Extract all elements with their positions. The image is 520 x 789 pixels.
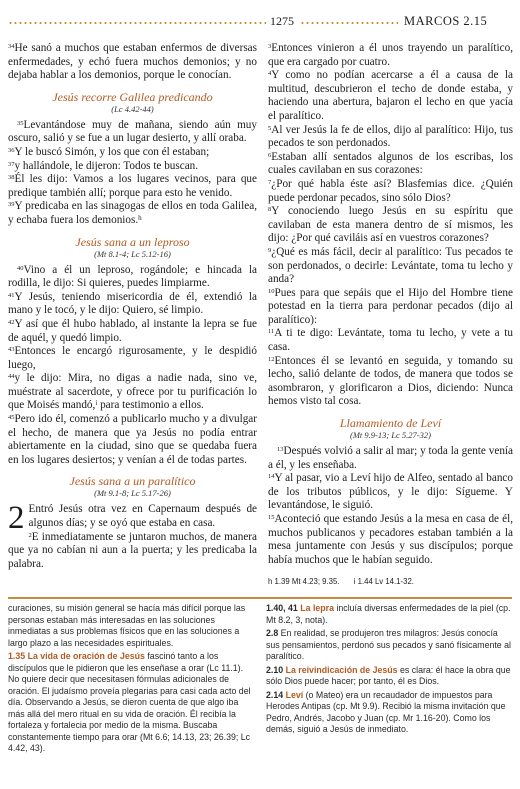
verse-2-6: $^6$Estaban allí sentados algunos de los escribas, los cuales cavilaban en sus corazones: xyxy=(268,150,513,177)
section-heading-paralitico: Jesús sana a un paralítico xyxy=(69,474,196,489)
study-note: 1.40, 41 La lepra incluía diversas enfermedades de la piel (cp. Mt 8.2, 3, nota). xyxy=(266,603,511,625)
verse-1-43: $^{43}$Entonces le encargó rigurosamente, y le despidió luego, xyxy=(8,345,257,371)
study-note: 2.14 Leví (o Mateo) era un recaudador de impuestos para Herodes Antipas (cp. Mt 9.9). Recibió la misma invitación que Pedro, Andrés, Jacobo y Juan (cp. Mr 1.16-20). Como los demás, siguió a Jesús de inmediato. xyxy=(266,689,506,734)
verse-2-15: $^{15}$Aconteció que estando Jesús a la mesa en casa de él, muchos publicanos y pecadores estaban también a la mesa juntamente con Jesús y sus discípulos; porque había muchos que le habían seguido. xyxy=(268,513,513,566)
verse-1-41: $^{41}$Y Jesús, teniendo misericordia de él, extendió la mano y le tocó, y le dijo: Quiero, sé limpio. xyxy=(8,290,257,317)
verse-2-13: $^{13}$Después volvió a salir al mar; y toda la gente venía a él, y les enseñaba. xyxy=(268,445,513,471)
verse-2-14: $^{14}$Y al pasar, vio a Leví hijo de Alfeo, sentado al banco de los tributos públicos, y le dijo: Sígueme. Y levantándose, le siguió. xyxy=(268,472,513,512)
verse-2-9: $^9$¿Qué es más fácil, decir al paralítico: Tus pecados te son perdonados, o decirle: Levántate, toma tu lecho y anda? xyxy=(268,245,513,286)
verse-2-5: $^5$Al ver Jesús la fe de ellos, dijo al paralítico: Hijo, tus pecados te son perdonados. xyxy=(268,123,513,150)
chapter-2-opening xyxy=(8,500,257,571)
verse-1-37: $^{37}$y hallándole, le dijeron: Todos te buscan. xyxy=(8,159,199,172)
study-note: 1.35 La vida de oración de Jesús fascinó tanto a los discípulos que le pidieron que les enseñase a orar (Lc 11.1). No quiere decir que necesitasen fórmulas adicionales de oración. El judaísmo proveía plegarias para casi cada acto del día. Observando a Jesús, se dieron cuenta de que algo iba más allá del mero ritual en su vida de oración. Él recibía la fortaleza y fortaleciа por medio de la misma. Buscaba constantemente tiempo para orar (Mt 6.6; 14.13, 23; 26.39; Lc 4.42, 43). xyxy=(8,651,251,753)
verse-2-12: $^{12}$Entonces él se levantó en seguida, y tomando su lecho, salió delante de todos, de manera que todos se asombraron, y glorificaron a Dios, diciendo: Nunca hemos visto tal cosa. xyxy=(268,354,513,408)
verse-1-34: $^{34}$He sanó a muchos que estaban enfermos de diversas enfermedades, y echó fuera muchos demonios; y no dejaba hablar a los demonios, porque le conocían. xyxy=(8,42,257,82)
study-note: 2.8 En realidad, se produjeron tres milagros: Jesús conocía sus pensamientos, perdonó sus pecados y sanó físicamente al paralítico. xyxy=(266,628,511,661)
study-notes-right xyxy=(266,603,512,738)
study-note: curaciones, su misión general se hacía más difícil porque las personas estaban más interesadas en las soluciones inmediatas a sus problemas físicos que en las soluciones a largo plazo a las necesidades espirituales. xyxy=(8,603,246,648)
header-dotted-rule-right xyxy=(300,22,398,24)
study-notes-left xyxy=(8,603,253,757)
page-number: 1275 xyxy=(270,14,294,28)
verse-1-44: $^{44}$y le dijo: Mira, no digas a nadie nada, sino ve, muéstrate al sacerdote, y ofrece por tu purificación lo que Moisés mandó,$^i$ para testimonio a ellos. xyxy=(8,372,257,412)
verse-2-10: $^{10}$Pues para que sepáis que el Hijo del Hombre tiene potestad en la tierra para perdonar pecados (dijo al paralítico): xyxy=(268,286,513,326)
cross-ref-h: h 1.39 Mt 4.23; 9.35. xyxy=(268,577,340,587)
verse-1-36: $^{36}$Y le buscó Simón, y los que con él estaban; xyxy=(8,145,210,158)
section-ref-galilea: (Lc 4.42-44) xyxy=(111,103,154,114)
section-ref-paralitico: (Mt 9.1-8; Lc 5.17-26) xyxy=(94,488,171,499)
running-head: MARCOS 2.15 xyxy=(404,14,488,28)
verse-2-3: $^3$Entonces vinieron a él unos trayendo un paralítico, que era cargado por cuatro. xyxy=(268,42,513,68)
verse-2-4: $^4$Y como no podían acercarse a él a causa de la multitud, descubrieron el techo de donde estaba, y haciendo una abertura, bajaron el lecho en que yacía el paralítico. xyxy=(268,69,513,122)
verse-2-7: $^7$¿Por qué habla éste así? Blasfemias dice. ¿Quién puede perdonar pecados, sino sólo Dios? xyxy=(268,177,513,204)
section-heading-galilea: Jesús recorre Galilea predicando xyxy=(52,89,213,104)
verse-1-39: $^{39}$Y predicaba en las sinagogas de ellos en toda Galilea, y echaba fuera los demonios.$^h$ xyxy=(8,200,257,226)
section-heading-levi: Llamamiento de Leví xyxy=(339,416,442,431)
verse-1-40: $^{40}$Vino a él un leproso, rogándole; e hincada la rodilla, le dijo: Si quieres, puedes limpiarme. xyxy=(8,263,257,290)
chapter-number-dropcap: 2 xyxy=(8,500,25,537)
verse-2-8: $^8$Y conociendo luego Jesús en su espíritu que cavilaban de esta manera dentro de sí mismos, les dijo: ¿Por qué caviláis así en vuestros corazones? xyxy=(268,205,513,245)
page-header xyxy=(0,10,520,32)
scripture-column-right xyxy=(268,42,513,587)
notes-separator-rule xyxy=(8,597,512,599)
section-ref-leproso: (Mt 8.1-4; Lc 5.12-16) xyxy=(94,248,171,259)
section-heading-leproso: Jesús sana a un leproso xyxy=(75,234,190,249)
verse-2-1: Entró Jesús otra vez en Capernaum después de algunos días; y se oyó que estaba en casa. xyxy=(28,503,257,530)
verse-2-2: $^2$E inmediatamente se juntaron muchos, de manera que ya no cabían ni aun a la puerta; y les predicaba la palabra. xyxy=(8,530,257,570)
cross-ref-i: i 1.44 Lv 14.1-32. xyxy=(353,577,414,587)
scripture-column-left xyxy=(8,42,257,571)
verse-1-35: $^{35}$Levantándose muy de mañana, siendo aún muy oscuro, salió y se fue a un lugar desierto, y allí oraba. xyxy=(8,118,257,145)
cross-references xyxy=(268,577,513,587)
header-dotted-rule-left xyxy=(8,22,266,24)
section-ref-levi: (Mt 9.9-13; Lc 5.27-32) xyxy=(350,430,431,441)
verse-1-45: $^{45}$Pero ido él, comenzó a publicarlo mucho y a divulgar el hecho, de manera que ya Jesús no podía entrar abiertamente en la ciudad, sino que se quedaba fuera en los lugares desiertos; y venían a él de todas partes. xyxy=(8,413,257,466)
verse-1-42: $^{42}$Y así que él hubo hablado, al instante la lepra se fue de aquél, y quedó limpio. xyxy=(8,317,257,344)
verse-2-11: $^{11}$A ti te digo: Levántate, toma tu lecho, y vete a tu casa. xyxy=(268,327,513,354)
verse-1-38: $^{38}$Él les dijo: Vamos a los lugares vecinos, para que predique también allí; porque para esto he venido. xyxy=(8,173,257,199)
study-note: 2.10 La reivindicación de Jesús es clara: él hace la obra que sólo Dios puede hacer; por tanto, él es Dios. xyxy=(266,664,511,686)
